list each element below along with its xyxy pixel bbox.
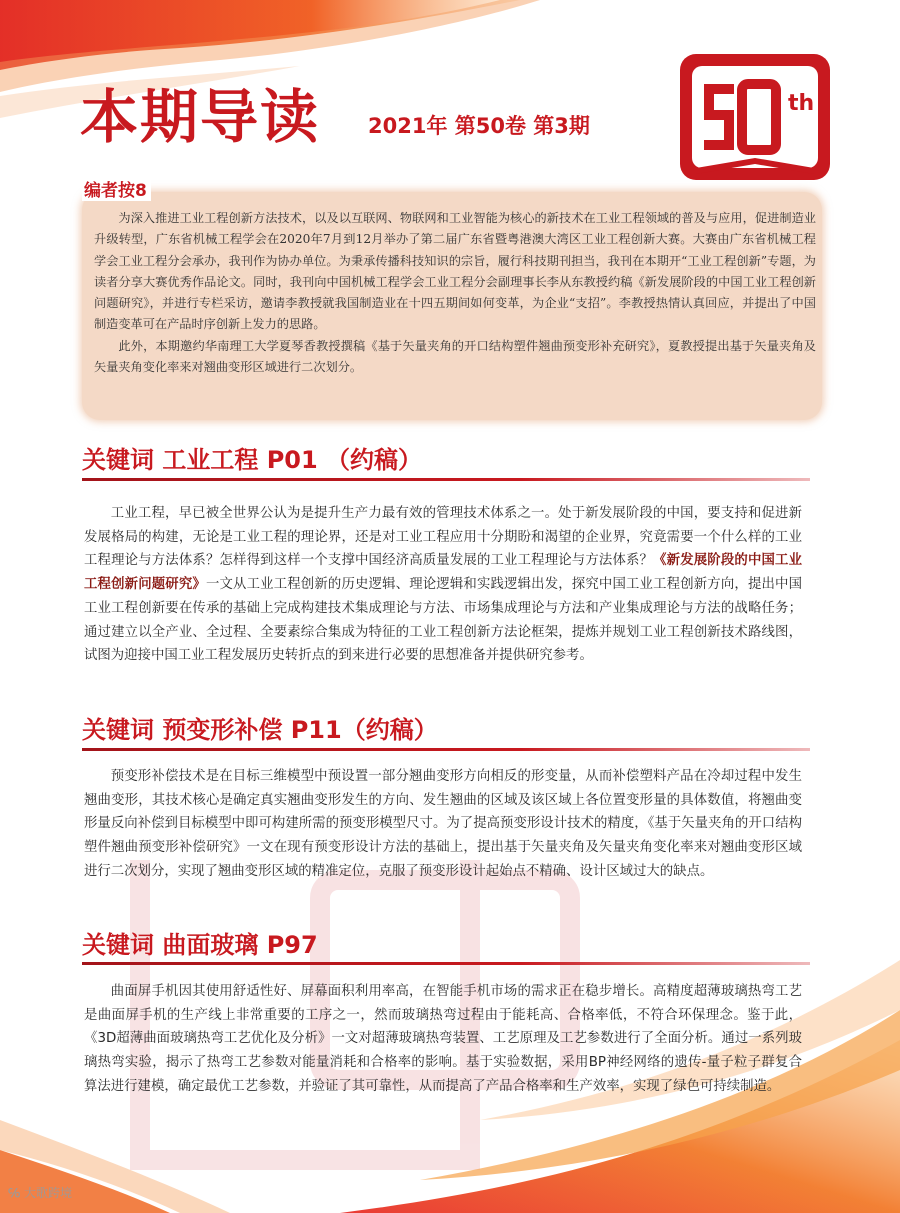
editor-note-text <box>94 208 816 378</box>
section-heading: 关键词 曲面玻璃 P97 <box>82 931 318 959</box>
anniversary-50-logo <box>676 50 834 184</box>
section-divider <box>82 748 810 751</box>
article-title: 《新发展阶段的中国工业工程创新问题研究》 <box>84 553 803 593</box>
section-body <box>84 502 802 668</box>
issue-info: 2021年 第50卷 第3期 <box>368 114 590 138</box>
watermark-text: 大歌跨境 <box>24 1186 73 1200</box>
source-watermark <box>8 1184 72 1201</box>
section-divider <box>82 962 810 965</box>
section-text: 工业工程，早已被全世界公认为是提升生产力最有效的管理技术体系之一。处于新发展阶段的中国，要支持和促进新发展格局的构建，无论是工业工程的理论界，还是对工业工程应用十分期盼和渴望的企业界，究竟需要一个什么样的工业工程理论与方法体系？怎样得到这样一个支撑中国经济高质量发展的工业工程理论与方法体系？ <box>84 506 802 569</box>
editor-paragraph: 为深入推进工业工程创新方法技术，以及以互联网、物联网和工业智能为核心的新技术在工业工程领域的普及与应用，促进制造业升级转型，广东省机械工程学会在2020年7月到12月举办了第二届广东省暨粤港澳大湾区工业工程创新大赛。大赛由广东省机械工程学会工业工程分会承办，我刊作为协办单位。为秉承传播科技知识的宗旨，履行科技期刊担当，我刊在本期开“工业工程创新”专题，为读者分享大赛优秀作品论文。同时，我刊向中国机械工程学会工业工程分会副理事长李从东教授约稿《新发展阶段的中国工业工程创新问题研究》，并进行专栏采访，邀请李教授就我国制造业在十四五期间如何变革，为企业“支招”。李教授热情认真回应，并提出了中国制造变革可在产品时序创新上发力的思路。 <box>94 211 816 332</box>
section-text: 一文从工业工程创新的历史逻辑、理论逻辑和实践逻辑出发，探究中国工业工程创新方向，提出中国工业工程创新要在传承的基础上完成构建技术集成理论与方法、市场集成理论与方法和产业集成理论与方法的战略任务；通过建立以全产业、全过程、全要素综合集成为特征的工业工程创新方法论框架，提炼并规划工业工程创新技术路线图，试图为迎接中国工业工程发展历史转折点的到来进行必要的思想准备并提供研究参考。 <box>84 577 802 664</box>
section-body: 预变形补偿技术是在目标三维模型中预设置一部分翘曲变形方向相反的形变量，从而补偿塑料产品在冷却过程中发生翘曲变形，其技术核心是确定真实翘曲变形发生的方向、发生翘曲的区域及该区域上各位置变形量的具体数值，将翘曲变形量反向补偿到目标模型中即可构建所需的预变形模型尺寸。为了提高预变形设计技术的精度，《基于矢量夹角的开口结构塑件翘曲预变形补偿研究》一文在现有预变形设计方法的基础上，提出基于矢量夹角及矢量夹角变化率来对翘曲变形区域进行二次划分，实现了翘曲变形区域的精准定位，克服了预变形设计起始点不精确、设计区域过大的缺点。 <box>84 769 802 879</box>
section-heading: 关键词 预变形补偿 P11（约稿） <box>82 716 438 744</box>
section-body: 曲面屏手机因其使用舒适性好、屏幕面积利用率高，在智能手机市场的需求正在稳步增长。高精度超薄玻璃热弯工艺是曲面屏手机的生产线上非常重要的工序之一，然而玻璃热弯过程由于能耗高、合格率低，不符合环保理念。鉴于此，《3D超薄曲面玻璃热弯工艺优化及分析》一文对超薄玻璃热弯装置、工艺原理及工艺参数进行了全面分析。通过一系列玻璃热弯实验，揭示了热弯工艺参数对能量消耗和合格率的影响。基于实验数据，采用BP神经网络的遗传-量子粒子群复合算法进行建模，确定最优工艺参数，并验证了其可靠性，从而提高了产品合格率和生产效率，实现了绿色可持续制造。 <box>84 984 802 1094</box>
section-heading: 关键词 工业工程 P01 （约稿） <box>82 446 423 474</box>
editor-note-label: 编者按8 <box>82 176 151 201</box>
page-title: 本期导读 <box>80 83 321 151</box>
editor-paragraph: 此外，本期邀约华南理工大学夏琴香教授撰稿《基于矢量夹角的开口结构塑件翘曲预变形补充研究》，夏教授提出基于矢量夹角及矢量夹角变化率来对翘曲变形区域进行二次划分。 <box>94 338 816 375</box>
section-divider <box>82 478 810 481</box>
logo-suffix: th <box>788 91 815 116</box>
watermark-icon: ℅ <box>8 1186 25 1200</box>
